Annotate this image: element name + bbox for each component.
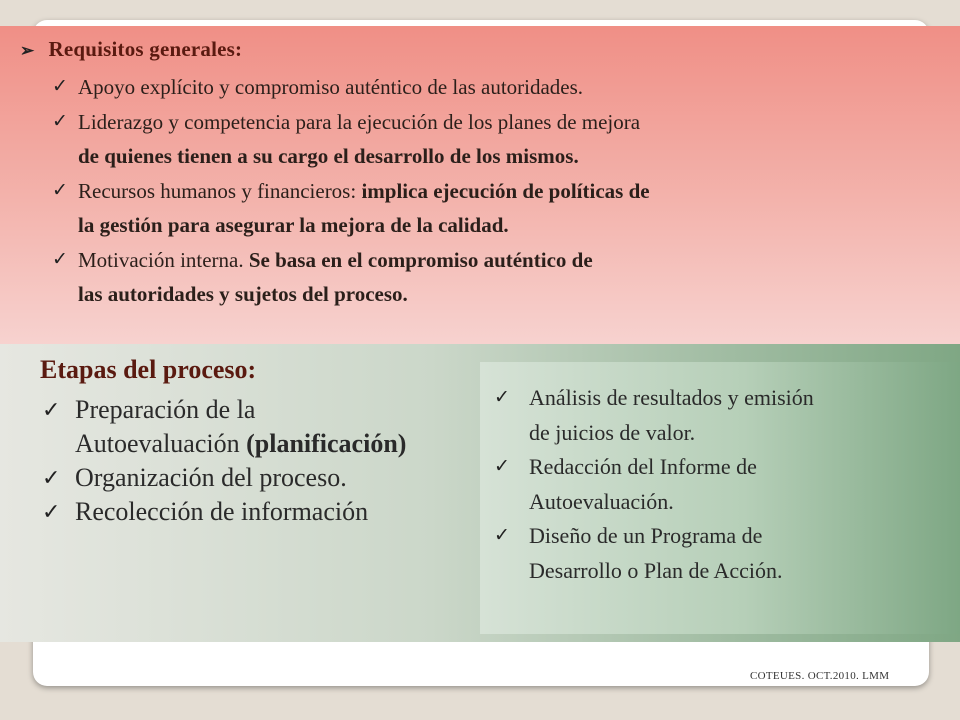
- stage-text: Desarrollo o Plan de Acción.: [529, 557, 783, 583]
- checkmark-icon: ✓: [494, 387, 510, 408]
- requirement-item: [52, 174, 912, 243]
- checkmark-icon: ✓: [52, 110, 68, 132]
- requirement-text: Liderazgo y competencia para la ejecución de los planes de mejora: [78, 109, 641, 134]
- stage-text: Diseño de un Programa de: [529, 523, 763, 548]
- requirements-heading: [20, 37, 242, 62]
- requirement-text-bold: Se basa en el compromiso auténtico de: [248, 247, 593, 272]
- stage-item: [494, 519, 934, 588]
- stage-text: de juicios de valor.: [529, 419, 696, 445]
- checkmark-icon: ✓: [52, 248, 68, 270]
- requirement-item: [52, 105, 912, 174]
- checkmark-icon: ✓: [494, 456, 510, 477]
- stage-text: Redacción del Informe de: [529, 454, 757, 479]
- stages-title: Etapas del proceso:: [40, 355, 257, 384]
- requirement-text-bold: la gestión para asegurar la mejora de la calidad.: [78, 213, 509, 237]
- checkmark-icon: ✓: [52, 76, 68, 97]
- stage-text: Autoevaluación: [75, 429, 240, 458]
- requirement-item: [52, 70, 912, 105]
- footer-credit: COTEUES. OCT.2010. LMM: [750, 670, 890, 682]
- checkmark-icon: ✓: [42, 465, 61, 490]
- stage-item: [494, 450, 934, 519]
- requirements-list: [52, 70, 912, 312]
- stages-list-right: [494, 381, 934, 588]
- stage-text-bold: (planificación): [246, 429, 407, 458]
- requirement-text-bold: las autoridades y sujetos del proceso.: [78, 282, 408, 306]
- stage-text: Análisis de resultados y emisión: [529, 385, 814, 410]
- checkmark-icon: ✓: [52, 179, 68, 201]
- requirement-text-bold: de quienes tienen a su cargo el desarrollo de los mismos.: [78, 144, 579, 168]
- requirements-heading-text: Requisitos generales:: [48, 37, 243, 61]
- stage-text: Organización del proceso.: [75, 463, 347, 492]
- stage-item: [494, 381, 934, 450]
- checkmark-icon: ✓: [42, 499, 61, 524]
- arrow-bullet-icon: ➢: [20, 41, 35, 60]
- requirement-item: [52, 243, 912, 312]
- requirement-text: Motivación interna.: [78, 247, 244, 272]
- stage-item: [38, 461, 490, 495]
- checkmark-icon: ✓: [494, 525, 510, 546]
- stage-text: Autoevaluación.: [529, 488, 674, 514]
- requirement-text: Apoyo explícito y compromiso auténtico de las autoridades.: [78, 75, 584, 99]
- stage-text: Preparación de la: [75, 395, 256, 424]
- stage-item: [38, 495, 490, 529]
- requirement-text-bold: implica ejecución de políticas de: [361, 178, 650, 203]
- requirement-text: Recursos humanos y financieros:: [78, 178, 357, 203]
- stage-text: Recolección de información: [75, 497, 369, 526]
- checkmark-icon: ✓: [42, 397, 61, 422]
- stage-item: [38, 393, 490, 461]
- stages-list-left: [38, 393, 490, 529]
